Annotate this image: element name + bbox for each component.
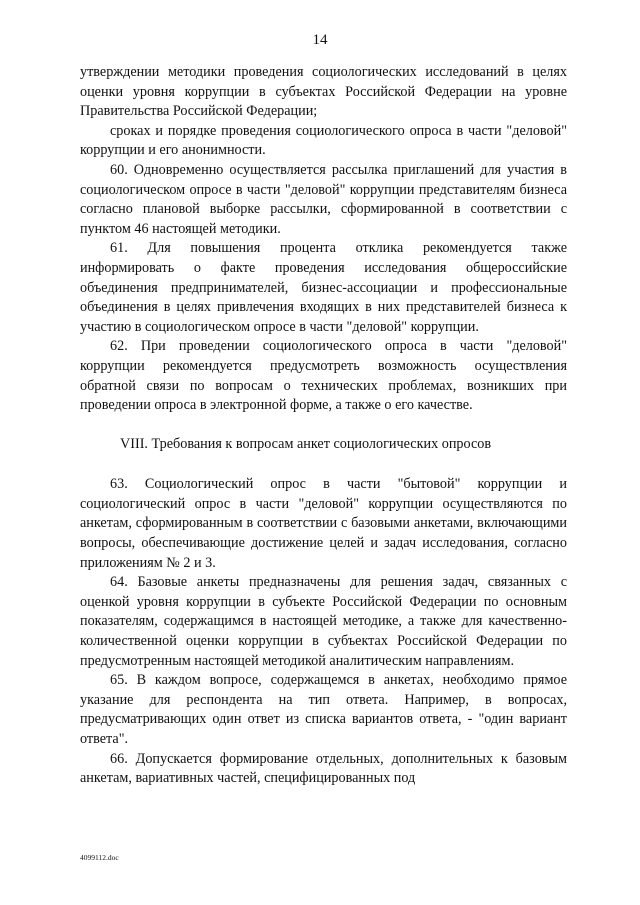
paragraph-64: 64. Базовые анкеты предназначены для решения задач, связанных с оценкой уровня коррупции в субъекте Российской Федерации по основным показателям, содержащимся в настоящей методике, а также для качественно-количественной оценки коррупции в субъектах Российской Федерации по предусмотренным настоящей методикой аналитическим направлениям. (80, 574, 567, 669)
section-heading-viii: VIII. Требования к вопросам анкет социологических опросов (120, 435, 492, 452)
document-filename-footer: 4099112.doc (80, 853, 119, 862)
page-number: 14 (312, 32, 328, 48)
document-body (80, 63, 567, 789)
paragraph-62: 62. При проведении социологического опроса в части "деловой" коррупции рекомендуется предусмотреть возможность осуществления обратной связи по вопросам о технических проблемах, возникших при проведении опроса в электронной форме, а также о его качестве. (80, 338, 567, 414)
paragraph-66: 66. Допускается формирование отдельных, дополнительных к базовым анкетам, вариативных частей, специфицированных под (80, 750, 567, 787)
paragraph-survey-timing: сроках и порядке проведения социологического опроса в части "деловой" коррупции и его анонимности. (80, 122, 567, 159)
paragraph-61: 61. Для повышения процента отклика рекомендуется также информировать о факте проведения исследования общероссийские объединения предпринимателей, бизнес-ассоциации и профессиональные объединения в целях привлечения входящих в них представителей бизнеса к участию в социологическом опросе в части "деловой" коррупции. (80, 240, 567, 335)
paragraph-approval-methodology: утверждении методики проведения социологических исследований в целях оценки уровня коррупции в субъектах Российской Федерации на уровне Правительства Российской Федерации; (80, 64, 567, 120)
paragraph-65: 65. В каждом вопросе, содержащемся в анкетах, необходимо прямое указание для респондента на тип ответа. Например, в вопросах, предусматривающих один ответ из списка вариантов ответа, - "один вариант ответа". (80, 672, 567, 747)
paragraph-63: 63. Социологический опрос в части "бытовой" коррупции и социологический опрос в части "деловой" коррупции осуществляются по анкетам, сформированным в соответствии с базовыми анкетами, включающими вопросы, обеспечивающие достижение целей и задач исследования, согласно приложениям № 2 и 3. (80, 476, 567, 571)
paragraph-60: 60. Одновременно осуществляется рассылка приглашений для участия в социологическом опросе в части "деловой" коррупции представителям бизнеса согласно плановой выборке рассылки, сформированной в соответствии с пунктом 46 настоящей методики. (80, 161, 567, 237)
